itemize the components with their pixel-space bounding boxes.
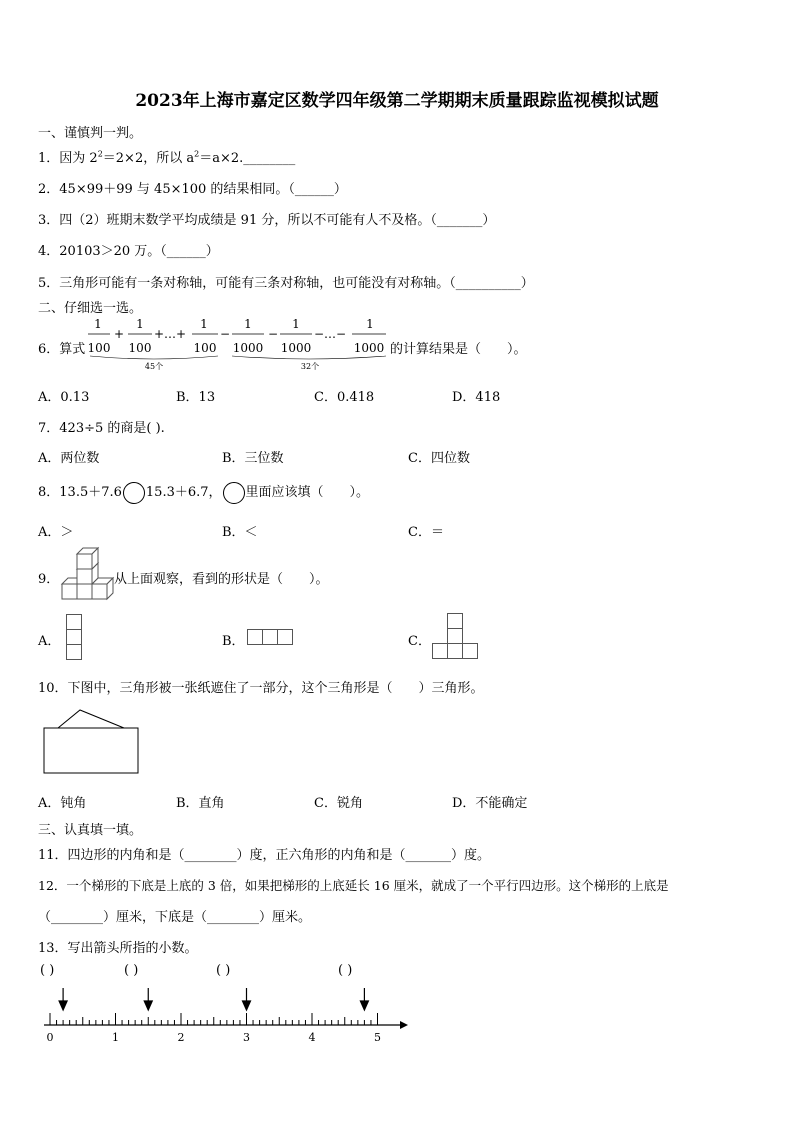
q9-option-b: B． bbox=[222, 634, 245, 649]
tick-label: 2 bbox=[177, 1031, 185, 1044]
tick-label: 0 bbox=[46, 1031, 54, 1044]
q8-option-c: C．＝ bbox=[408, 525, 444, 540]
question-10: 10．下图中，三角形被一张纸遮住了一部分，这个三角形是（ ）三角形。 bbox=[38, 681, 484, 696]
question-11: 11．四边形的内角和是（________）度，正六角形的内角和是（_______）度。 bbox=[38, 848, 491, 863]
number-line bbox=[36, 986, 408, 1048]
tick-label: 3 bbox=[243, 1031, 250, 1044]
q6-op: −…− bbox=[314, 327, 347, 341]
q6-op: +…+ bbox=[154, 327, 187, 341]
q6-op: − bbox=[268, 327, 279, 341]
tick-label: 4 bbox=[308, 1031, 316, 1044]
question-8: 8．13.5＋7.6 15.3＋6.7， 里面应该填（ ）。 bbox=[38, 481, 369, 504]
q6-option-b: B．13 bbox=[176, 390, 216, 405]
q6-num: 1 bbox=[366, 317, 374, 331]
question-1: 1．因为 $2^2=2\times 2$，所以 $a^2=a\times 2.\_\_\_\_\_\_\_\_$ bbox=[38, 149, 296, 166]
question-5: 5．三角形可能有一条对称轴，可能有三条对称轴，也可能没有对称轴。（__________） bbox=[38, 276, 534, 291]
q6-op: + bbox=[114, 327, 125, 341]
answer-circle bbox=[223, 482, 245, 504]
section-3-heading: 三、认真填一填。 bbox=[38, 823, 143, 838]
question-9: 从上面观察，看到的形状是（ ）。 bbox=[114, 572, 329, 587]
q10-option-a: A．钝角 bbox=[38, 796, 87, 811]
section-1-heading: 一、谨慎判一判。 bbox=[38, 126, 143, 141]
q13-blank-4: ( ) bbox=[338, 963, 353, 978]
q9-option-c-figure bbox=[432, 613, 480, 661]
q7-option-a: A．两位数 bbox=[38, 451, 100, 466]
q6-den: 1000 bbox=[353, 341, 385, 355]
arrow-head bbox=[59, 1001, 67, 1010]
question-12-line-1: 12．一个梯形的下底是上底的 3 倍，如果把梯形的上底延长 16 厘米，就成了一个平行四边形。这个梯形的上底是 bbox=[38, 878, 669, 893]
q7-option-b: B．三位数 bbox=[222, 451, 284, 466]
q6-num: 1 bbox=[244, 317, 252, 331]
q9-option-a-figure bbox=[66, 614, 82, 662]
question-6-suffix: 的计算结果是（ ）。 bbox=[390, 342, 527, 357]
q9-option-b-figure bbox=[247, 629, 295, 646]
question-3: 3．四（2）班期末数学平均成绩是 91 分，所以不可能有人不及格。（_______） bbox=[38, 213, 496, 228]
q8-option-b: B．＜ bbox=[222, 525, 258, 540]
question-6-expression bbox=[84, 314, 394, 372]
q6-num: 1 bbox=[136, 317, 144, 331]
q13-blank-3: ( ) bbox=[216, 963, 231, 978]
arrow-head bbox=[360, 1001, 368, 1010]
q7-option-c: C．四位数 bbox=[408, 451, 470, 466]
q6-option-a: A．0.13 bbox=[38, 390, 90, 405]
q8-option-a: A．＞ bbox=[38, 525, 74, 540]
covered-triangle-figure bbox=[40, 704, 142, 776]
question-12-line-2: （________）厘米，下底是（________）厘米。 bbox=[38, 910, 312, 925]
q6-option-c: C．0.418 bbox=[314, 390, 375, 405]
q13-blank-2: ( ) bbox=[124, 963, 139, 978]
section-2-heading: 二、仔细选一选。 bbox=[38, 301, 143, 316]
q6-den: 100 bbox=[87, 341, 111, 355]
compare-circle bbox=[123, 482, 145, 504]
question-7: 7．423÷5 的商是( ). bbox=[38, 421, 165, 436]
q6-brace-label-2: 32个 bbox=[300, 362, 320, 371]
q9-option-a: A． bbox=[38, 634, 61, 649]
q6-num: 1 bbox=[292, 317, 300, 331]
question-4: 4．20103＞20 万。（______） bbox=[38, 244, 219, 259]
q6-op: − bbox=[220, 327, 231, 341]
tick-label: 5 bbox=[374, 1031, 381, 1044]
q6-option-d: D．418 bbox=[452, 390, 501, 405]
q6-den: 100 bbox=[128, 341, 152, 355]
cube-stack-figure bbox=[60, 546, 118, 604]
q6-den: 1000 bbox=[280, 341, 312, 355]
arrow-head bbox=[243, 1001, 251, 1010]
q6-num: 1 bbox=[94, 317, 102, 331]
q10-option-c: C．锐角 bbox=[314, 796, 363, 811]
q10-option-d: D．不能确定 bbox=[452, 796, 528, 811]
q6-den: 1000 bbox=[232, 341, 264, 355]
page-title: 2023年上海市嘉定区数学四年级第二学期期末质量跟踪监视模拟试题 bbox=[135, 91, 659, 111]
q6-brace-label-1: 45个 bbox=[144, 362, 164, 371]
q9-option-c: C． bbox=[408, 634, 431, 649]
question-13: 13．写出箭头所指的小数。 bbox=[38, 941, 198, 956]
question-2: 2．45×99＋99 与 45×100 的结果相同。（______） bbox=[38, 182, 347, 197]
q13-blank-1: ( ) bbox=[40, 963, 55, 978]
q10-option-b: B．直角 bbox=[176, 796, 225, 811]
q6-den: 100 bbox=[193, 341, 217, 355]
arrow-head bbox=[144, 1001, 152, 1010]
question-9-number: 9． bbox=[38, 572, 60, 587]
question-6-prefix: 6．算式 bbox=[38, 342, 86, 357]
tick-label: 1 bbox=[112, 1031, 119, 1044]
q6-num: 1 bbox=[200, 317, 208, 331]
